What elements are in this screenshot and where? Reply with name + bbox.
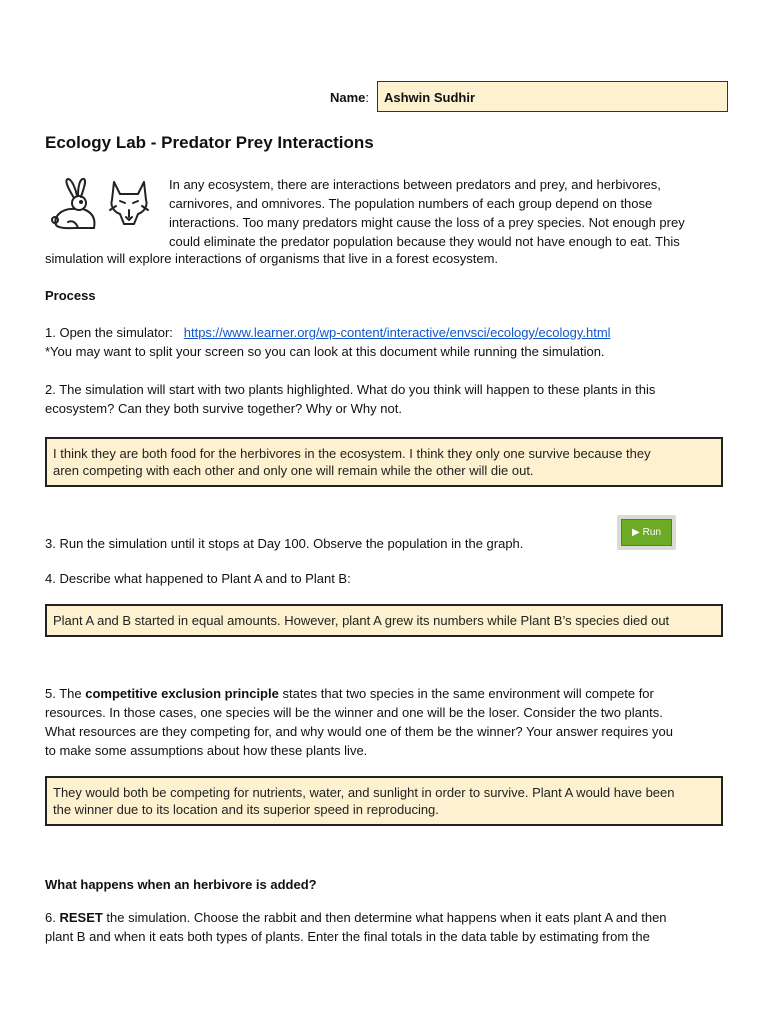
intro-line: interactions. Too many predators might cause the loss of a prey species. Not enough prey [169,215,685,230]
step-2-line: ecosystem? Can they both survive together? Why or Why not. [45,401,402,416]
step-1-text: 1. Open the simulator: [45,325,173,340]
step-2 [45,380,745,418]
answer-line: They would both be competing for nutrients, water, and sunlight in order to survive. Plant A would have been [53,785,675,800]
answer-line: the winner due to its location and its superior speed in reproducing. [53,802,439,817]
reset-term: RESET [59,910,103,925]
answer-box-4[interactable] [45,604,723,637]
play-icon: ▶ [631,527,640,538]
answer-box-2[interactable] [45,437,723,487]
intro-line: carnivores, and omnivores. The population numbers of each group depend on those [169,196,653,211]
run-label: Run [642,527,662,538]
step-5-line: 5. The competitive exclusion principle states that two species in the same environment will compete for [45,686,654,701]
competitive-exclusion-term: competitive exclusion principle [85,686,279,701]
run-button[interactable] [617,515,676,550]
page-title: Ecology Lab - Predator Prey Interactions [45,133,374,152]
simulator-link[interactable]: https://www.learner.org/wp-content/interactive/envsci/ecology/ecology.html [183,325,611,340]
step-6-line: 6. RESET the simulation. Choose the rabbit and then determine what happens when it eats plant A and then [45,910,667,925]
answer-line: aren competing with each other and only one will remain while the other will die out. [53,463,534,478]
step-3: 3. Run the simulation until it stops at Day 100. Observe the population in the graph. [45,536,524,551]
intro-paragraph [169,175,729,251]
intro-last-line: simulation will explore interactions of organisms that live in a forest ecosystem. [45,251,499,266]
step-1-note: *You may want to split your screen so you can look at this document while running the simulation. [45,344,605,359]
name-label: Name: [330,90,370,105]
step-5 [45,684,745,760]
step-5-line: resources. In those cases, one species will be the winner and one will be the loser. Consider the two plants. [45,705,663,720]
step-5-line: What resources are they competing for, and why would one of them be the winner? Your answer requires you [45,724,673,739]
answer-line: Plant A and B started in equal amounts. However, plant A grew its numbers while Plant B’s species died out [53,613,670,628]
answer-line: I think they are both food for the herbivores in the ecosystem. I think they only one survive because they [53,446,651,461]
intro-line: could eliminate the predator population because they would not have enough to eat. This [169,234,680,249]
step-6 [45,908,745,946]
intro-line: In any ecosystem, there are interactions between predators and prey, and herbivores, [169,177,661,192]
name-field[interactable]: Ashwin Sudhir [377,81,728,112]
herbivore-heading: What happens when an herbivore is added? [45,877,317,892]
step-6-line: plant B and when it eats both types of plants. Enter the final totals in the data table by estimating from the [45,929,650,944]
answer-box-5[interactable] [45,776,723,826]
intro-icons [50,176,160,237]
step-5-line: to make some assumptions about how these plants live. [45,743,368,758]
animal-icons [50,176,160,232]
step-4: 4. Describe what happened to Plant A and to Plant B: [45,571,351,586]
rabbit-icon [52,179,95,228]
wolf-icon [110,182,148,224]
step-1 [45,323,745,342]
step-2-line: 2. The simulation will start with two plants highlighted. What do you think will happen to these plants in this [45,382,656,397]
process-heading: Process [45,288,96,303]
